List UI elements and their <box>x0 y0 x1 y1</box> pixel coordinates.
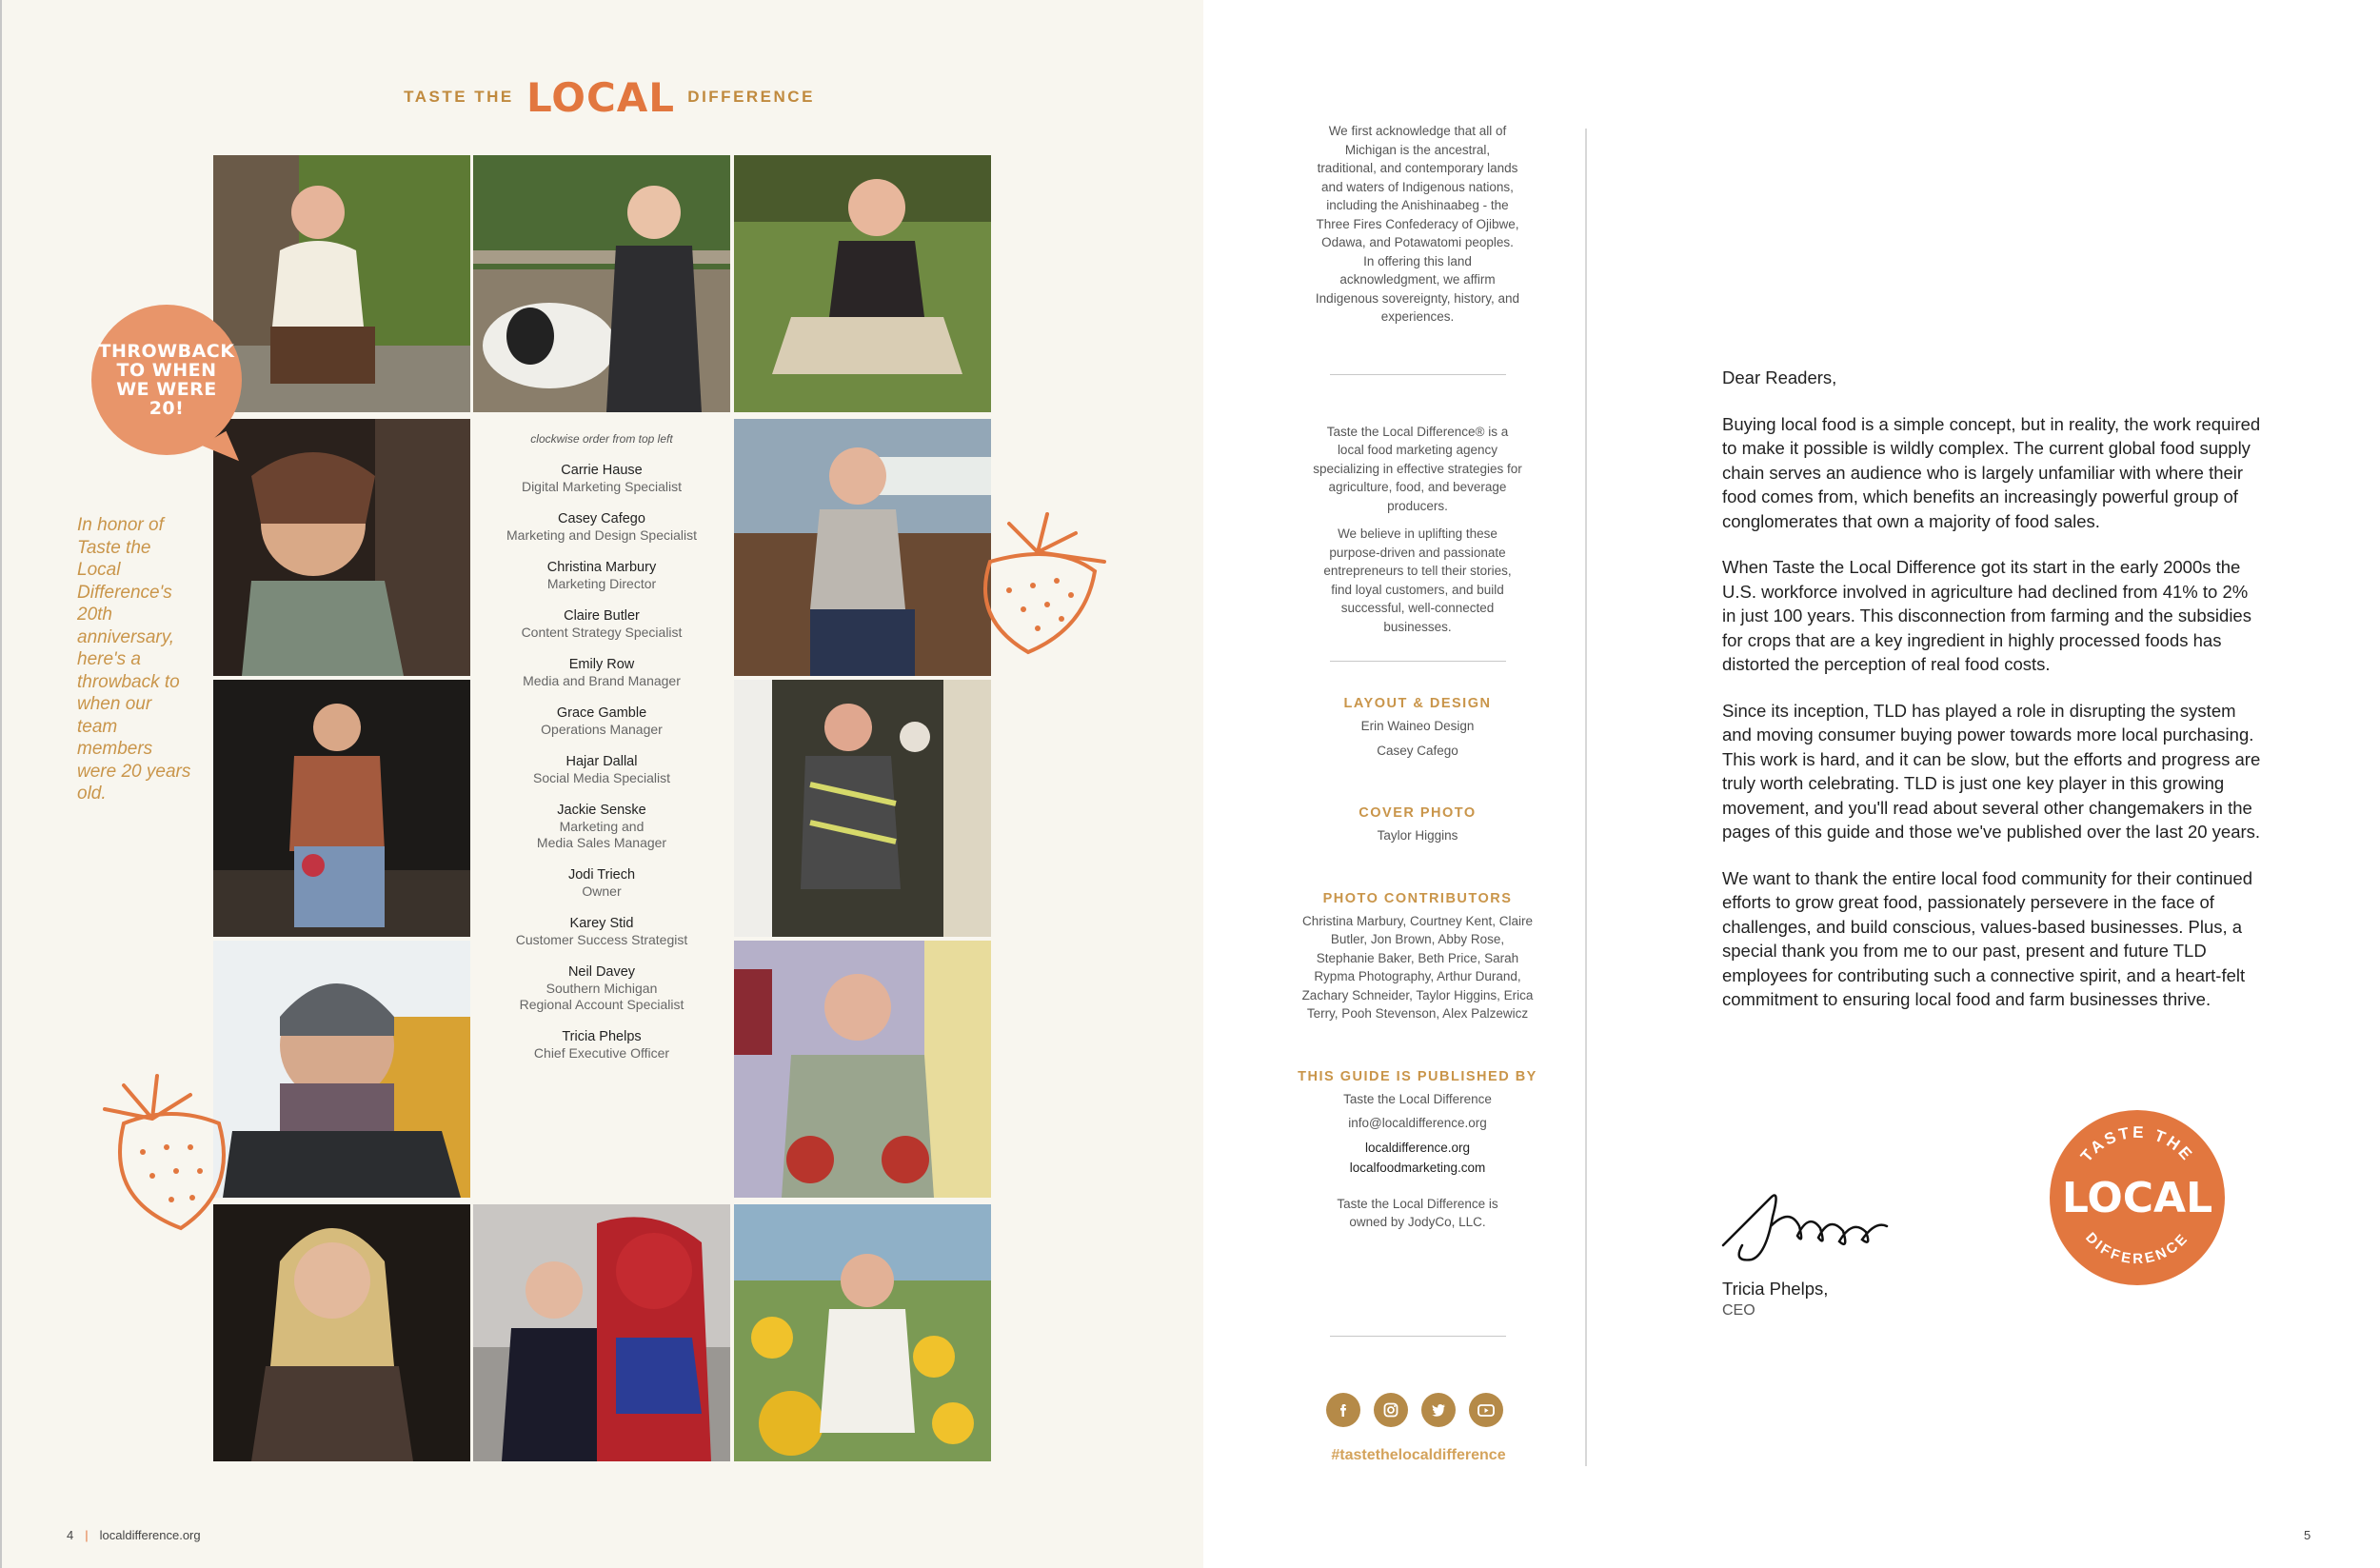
team-photo <box>734 941 991 1198</box>
land-acknowledgment: We first acknowledge that all of Michigan is the ancestral, traditional, and contemporary lands and waters of Indigenous nations, including the Anishinaabeg - the Three Fires Confederacy of Ojibwe, Odawa, and Potawatomi peoples. In offering this land acknowledgment, we affirm Indigenous sovereignty, history, and experiences. <box>1315 124 1520 324</box>
credit-entry: Neil Davey Southern Michigan Regional Account Specialist <box>519 964 684 1012</box>
contributors-list: Christina Marbury, Courtney Kent, Claire Butler, Jon Brown, Abby Rose, Stephanie Baker, Beth Price, Sarah Rypma Photography, Arthur Durand, Zachary Schneider, Taylor Higgins, Erica Terry, Pooh Stevenson, Alex Palzewicz <box>1301 913 1534 1021</box>
publisher-site-2[interactable]: localfoodmarketing.com <box>1349 1161 1486 1175</box>
publisher-email[interactable]: info@localdifference.org <box>1348 1116 1487 1130</box>
credit-entry: Carrie Hause Digital Marketing Specialist <box>521 463 683 494</box>
letter-paragraph: Since its inception, TLD has played a role in disrupting the system and moving consumer buying power towards more local purchasing. This work is hard, and it can be slow, but the efforts and progress are truly worth celebrating. TLD is just one key player in this growing movement, and you'll read about several other changemakers in the pages of this guide and those we've published over the last 20 years. <box>1722 700 2261 842</box>
contributors-heading: PHOTO CONTRIBUTORS <box>1322 890 1513 906</box>
bubble-line: THROWBACK <box>98 341 235 362</box>
svg-text:DIFFERENCE: DIFFERENCE <box>2082 1229 2192 1268</box>
footer-site: localdifference.org <box>99 1528 201 1542</box>
team-photo <box>213 1204 470 1461</box>
bubble-line: WE WERE <box>116 379 217 400</box>
svg-text:LOCAL: LOCAL <box>2061 1174 2213 1222</box>
masthead-left: TASTE THE <box>404 87 514 106</box>
bubble-line: 20! <box>149 398 185 419</box>
youtube-icon[interactable] <box>1469 1393 1503 1427</box>
credit-entry: Christina Marbury Marketing Director <box>546 560 657 591</box>
divider <box>1330 1336 1506 1337</box>
footer-left: 4 | localdifference.org <box>67 1528 201 1542</box>
team-photo <box>473 1204 730 1461</box>
hashtag: #tastethelocaldifference <box>1331 1447 1506 1463</box>
strawberry-icon <box>952 495 1123 666</box>
publisher-site[interactable]: localdifference.org <box>1364 1140 1471 1155</box>
letter-paragraph: Buying local food is a simple concept, but in reality, the work required to make it possible is wildly complex. The current global food supply chain serves an audience who is largely unfamiliar with where their food comes from, which benefits an increasingly powerful group of conglomerates that own a majority of food sales. <box>1722 413 2261 531</box>
signer-name: Tricia Phelps, <box>1722 1279 1829 1299</box>
layout-credit: Erin Waineo Design <box>1360 719 1475 733</box>
bubble-line: TO WHEN <box>116 360 217 381</box>
team-photo <box>473 155 730 412</box>
local-logo-badge <box>2049 1109 2226 1286</box>
twitter-icon[interactable] <box>1421 1393 1456 1427</box>
page-number-right: 5 <box>2304 1528 2311 1542</box>
credit-entry: Emily Row Media and Brand Manager <box>523 657 681 688</box>
cover-credit: Taylor Higgins <box>1377 828 1458 843</box>
signer-title: CEO <box>1722 1302 1755 1319</box>
cover-heading: COVER PHOTO <box>1359 805 1477 821</box>
team-photo <box>213 680 470 937</box>
divider <box>1330 374 1506 375</box>
instagram-icon[interactable] <box>1374 1393 1408 1427</box>
strawberry-icon <box>86 1066 248 1238</box>
page-number: 4 <box>67 1528 74 1542</box>
ownership-note: Taste the Local Difference is owned by JodyCo, LLC. <box>1337 1196 1498 1229</box>
team-photo <box>213 419 470 676</box>
letter-greeting: Dear Readers, <box>1722 367 1837 387</box>
credit-entry: Tricia Phelps Chief Executive Officer <box>533 1029 670 1061</box>
team-photo <box>213 155 470 412</box>
team-photo <box>734 1204 991 1461</box>
about-text: Taste the Local Difference® is a local food marketing agency specializing in effective strategies for agriculture, food, and beverage producers. <box>1313 424 1522 513</box>
team-credits <box>473 419 730 1196</box>
masthead-right: DIFFERENCE <box>687 87 815 106</box>
column-divider <box>1585 129 1587 1466</box>
about-text-2: We believe in uplifting these purpose-driven and passionate entrepreneurs to tell their stories, find loyal customers, and build successful, well-connected businesses. <box>1323 526 1512 634</box>
credit-entry: Karey Stid Customer Success Strategist <box>515 916 688 947</box>
letter-paragraph: When Taste the Local Difference got its start in the early 2000s the U.S. workforce involved in agriculture had declined from 41% to 2% in just 100 years. This disconnection from farming and the subsidies for crops that are a key ingredient in highly processed foods has distorted the perception of real food costs. <box>1722 557 2251 674</box>
letter-body <box>1722 366 2265 1034</box>
publisher-heading: THIS GUIDE IS PUBLISHED BY <box>1298 1068 1537 1084</box>
team-photo <box>734 680 991 937</box>
credit-entry: Casey Cafego Marketing and Design Specialist <box>506 511 697 543</box>
credit-entry: Jodi Triech Owner <box>567 867 636 899</box>
masthead <box>400 74 819 121</box>
masthead-logo: LOCAL <box>526 74 676 121</box>
credit-entry: Jackie Senske Marketing and Media Sales Manager <box>536 803 667 850</box>
publisher-name: Taste the Local Difference <box>1343 1091 1492 1106</box>
team-photo <box>213 941 470 1198</box>
honor-caption: In honor of Taste the Local Difference's 20th anniversary, here's a throwback to when our team members were 20 years old. <box>77 515 191 804</box>
credit-entry: Hajar Dallal Social Media Specialist <box>533 754 670 785</box>
svg-text:TASTE THE: TASTE THE <box>2076 1122 2197 1166</box>
layout-heading: LAYOUT & DESIGN <box>1343 696 1492 711</box>
throwback-bubble <box>91 305 242 455</box>
order-note: clockwise order from top left <box>530 432 673 446</box>
divider <box>1330 661 1506 662</box>
team-photo <box>734 155 991 412</box>
credit-entry: Grace Gamble Operations Manager <box>541 705 663 737</box>
letter-paragraph: We want to thank the entire local food community for their continued efforts to grow great food, passionately persevere in the face of challenges, and build conscious, values-based businesses. Plus, a special thank you from me to our past, present and future TLD employees for contributing such a connective spirit, and a heart-felt commitment to ensuring local food and farm businesses thrive. <box>1722 867 2253 1009</box>
sidebar <box>1293 122 1542 1232</box>
signature <box>1714 1179 1894 1274</box>
facebook-icon[interactable] <box>1326 1393 1360 1427</box>
layout-credit: Casey Cafego <box>1377 743 1458 758</box>
credit-entry: Claire Butler Content Strategy Specialist <box>521 608 683 640</box>
